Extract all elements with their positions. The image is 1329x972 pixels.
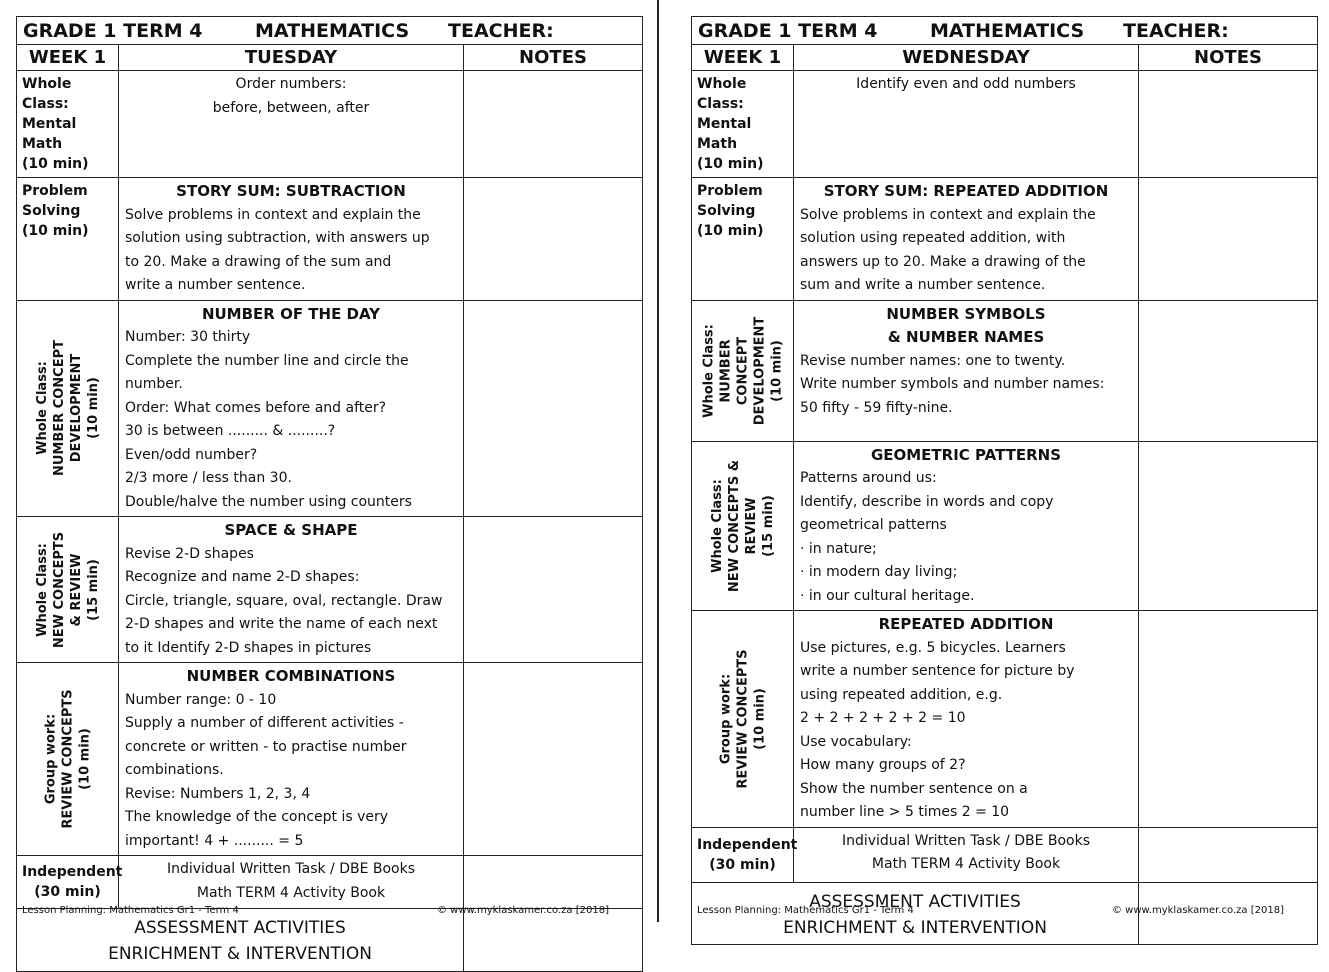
notes-cell[interactable] — [464, 663, 643, 856]
activity-label — [692, 71, 794, 178]
week-header: WEEK 1 — [17, 45, 119, 71]
activity-line: to 20. Make a drawing of the sum and — [125, 253, 392, 270]
activity-line: How many groups of 2? — [800, 757, 966, 773]
activity-label-text — [34, 531, 102, 647]
activity-line: sum and write a number sentence. — [800, 277, 1046, 293]
activity-label-line: NUMBER — [718, 338, 733, 403]
activity-label-text — [34, 340, 102, 476]
notes-cell[interactable] — [464, 856, 643, 909]
activity-row — [692, 178, 1318, 301]
activity-label — [17, 300, 119, 517]
activity-label-line: Mental Math — [697, 116, 752, 152]
activity-row — [17, 71, 643, 178]
activity-label-line: (10 min) — [77, 728, 92, 790]
activity-line: answers up to 20. Make a drawing of the — [800, 253, 1086, 270]
teacher-label: TEACHER: — [448, 20, 554, 42]
activity-line: Revise: Numbers 1, 2, 3, 4 — [125, 785, 311, 802]
activity-content — [794, 827, 1139, 882]
activity-label-line: Whole Class: — [701, 323, 716, 418]
activity-line: solution using subtraction, with answers up — [125, 230, 430, 246]
activity-line: Revise 2-D shapes — [125, 545, 254, 562]
activity-line: number. — [125, 376, 183, 392]
activity-label-line: Solving — [697, 203, 756, 219]
activity-line: · in nature; — [800, 540, 877, 557]
activity-label-line: (30 min) — [34, 884, 101, 900]
activity-line: Supply a number of different activities - — [125, 715, 404, 731]
assessment-line: ASSESSMENT ACTIVITIES — [809, 891, 1021, 912]
activity-label-line: REVIEW CONCEPTS — [60, 689, 75, 829]
activity-content — [794, 441, 1139, 611]
activity-line: 2/3 more / less than 30. — [125, 470, 292, 486]
activity-label-line: & REVIEW — [68, 553, 84, 626]
activity-content — [119, 856, 464, 909]
activity-content — [119, 517, 464, 663]
activity-label-line: Whole Class: — [709, 478, 725, 573]
activity-line: · in modern day living; — [800, 564, 958, 580]
activity-line: write a number sentence for picture by — [800, 663, 1075, 679]
activity-label — [692, 827, 798, 882]
activity-line: Number range: 0 - 10 — [125, 691, 277, 708]
activity-label — [17, 71, 119, 178]
activity-label-line: NEW CONCEPTS & — [726, 459, 742, 592]
assessment-row — [17, 909, 643, 972]
activity-line: Number: 30 thirty — [125, 329, 251, 345]
activity-label-text — [42, 689, 93, 828]
activity-line: Order: What comes before and after? — [125, 399, 387, 416]
activity-label-line: Mental Math — [22, 116, 77, 152]
activity-line: Individual Written Task / DBE Books — [166, 861, 416, 877]
activity-line: number line > 5 times 2 = 10 — [800, 804, 1010, 820]
activity-label — [692, 300, 794, 441]
activity-line: Double/halve the number using counters — [125, 493, 412, 510]
week-header: WEEK 1 — [692, 45, 794, 71]
activity-line: Circle, triangle, square, oval, rectangle. Draw — [125, 592, 443, 609]
notes-cell[interactable] — [1139, 827, 1318, 882]
activity-row — [692, 300, 1318, 441]
activity-label-text — [717, 649, 768, 788]
activity-label-line: Problem — [22, 183, 88, 199]
activity-content — [794, 611, 1139, 828]
activity-content — [794, 300, 1139, 441]
footer-right-tuesday: © www.myklaskamer.co.za [2018] — [437, 905, 609, 916]
activity-row — [17, 663, 643, 856]
activity-line: 30 is between ......... & .........? — [125, 423, 336, 439]
activity-line: Use pictures, e.g. 5 bicycles. Learners — [800, 639, 1066, 656]
notes-cell[interactable] — [464, 178, 643, 301]
activity-label-line: REVIEW CONCEPTS — [735, 649, 750, 789]
activity-label-line: (10 min) — [752, 687, 767, 750]
activity-label-text — [709, 460, 777, 592]
activity-title: SPACE & SHAPE — [224, 521, 358, 539]
lesson-plan-table — [691, 16, 1318, 945]
subject-title: MATHEMATICS — [255, 20, 410, 42]
subject-title: MATHEMATICS — [930, 20, 1085, 42]
activity-line: The knowledge of the concept is very — [125, 809, 389, 825]
activity-label-line: Group work: — [43, 713, 58, 805]
notes-header: NOTES — [464, 45, 643, 71]
activity-label-line: (15 min) — [760, 494, 776, 557]
activity-line: 50 fifty - 59 fifty-nine. — [800, 399, 953, 416]
activity-line: Individual Written Task / DBE Books — [841, 832, 1091, 849]
activity-line: Identify even and odd numbers — [856, 76, 1076, 92]
activity-line: Identify, describe in words and copy — [800, 493, 1054, 510]
notes-header: NOTES — [1139, 45, 1318, 71]
activity-row — [17, 517, 643, 663]
activity-label-line: Independent — [22, 864, 123, 880]
activity-line: combinations. — [125, 762, 224, 778]
activity-line: 2-D shapes and write the name of each next — [125, 616, 438, 632]
activity-line: Write number symbols and number names: — [800, 376, 1105, 392]
activity-line: Solve problems in context and explain the — [800, 206, 1096, 223]
activity-title: REPEATED ADDITION — [878, 615, 1054, 633]
activity-label-line: (30 min) — [709, 856, 776, 873]
activity-content — [119, 71, 464, 178]
assessment-line: ASSESSMENT ACTIVITIES — [134, 918, 346, 938]
activity-label-line: DEVELOPMENT — [68, 353, 84, 463]
activity-line: concrete or written - to practise number — [125, 738, 407, 755]
activity-line: · in our cultural heritage. — [800, 587, 975, 604]
activity-title: STORY SUM: REPEATED ADDITION — [823, 182, 1109, 200]
activity-label — [17, 856, 123, 909]
activity-label-line: Whole Class: — [697, 76, 747, 112]
activity-row — [692, 71, 1318, 178]
activity-row — [692, 611, 1318, 828]
activity-line: 2 + 2 + 2 + 2 + 2 = 10 — [800, 710, 966, 726]
lesson-plan-table — [16, 16, 643, 972]
activity-label-line: (10 min) — [22, 223, 89, 239]
activity-label-text — [700, 316, 785, 425]
title-bar — [692, 17, 1318, 45]
notes-cell[interactable] — [1139, 300, 1318, 441]
activity-label-line: Whole Class: — [34, 542, 50, 637]
activity-content — [794, 178, 1139, 301]
activity-row — [692, 827, 1318, 882]
activity-content — [794, 71, 1139, 178]
activity-label-line: (10 min) — [697, 156, 764, 172]
activity-row — [17, 300, 643, 517]
activity-line: Math TERM 4 Activity Book — [871, 856, 1061, 872]
activity-line: Solve problems in context and explain the — [125, 206, 421, 223]
activity-label-line: (10 min) — [22, 156, 89, 172]
notes-cell[interactable] — [464, 517, 643, 663]
activity-label-line: (15 min) — [85, 558, 101, 621]
activity-label — [17, 178, 119, 301]
footer-left-tuesday: Lesson Planning: Mathematics Gr1 - Term 4 — [22, 905, 239, 916]
activity-label-line: Independent — [697, 836, 798, 853]
activity-row — [692, 441, 1318, 611]
page-divider — [657, 0, 659, 922]
activity-line: write a number sentence. — [125, 277, 306, 293]
activity-label — [17, 517, 119, 663]
notes-cell[interactable] — [1139, 441, 1318, 611]
assessment-notes-cell[interactable] — [464, 909, 643, 972]
activity-line: Recognize and name 2-D shapes: — [125, 569, 360, 585]
activity-label-line: DEVELOPMENT — [752, 316, 767, 425]
activity-label-line: Whole Class: — [34, 361, 50, 456]
day-header: WEDNESDAY — [794, 45, 1139, 71]
notes-cell[interactable] — [1139, 71, 1318, 178]
activity-title: NUMBER COMBINATIONS — [186, 667, 396, 685]
activity-label-line: Whole Class: — [22, 76, 72, 112]
activity-line: Order numbers: — [235, 76, 347, 92]
lesson-plan-page-tuesday — [16, 16, 642, 972]
activity-line: to it Identify 2-D shapes in pictures — [125, 639, 372, 656]
activity-label-line: NUMBER CONCEPT — [51, 340, 67, 477]
activity-row — [17, 178, 643, 301]
activity-title: STORY SUM: SUBTRACTION — [176, 182, 406, 200]
activity-label-line: REVIEW — [743, 497, 759, 555]
activity-label-line: (10 min) — [769, 339, 784, 402]
activity-line: Math TERM 4 Activity Book — [196, 884, 386, 901]
footer-left-wednesday: Lesson Planning: Mathematics Gr1 - Term 4 — [697, 905, 914, 916]
activity-label — [692, 441, 794, 611]
activity-label — [692, 611, 794, 828]
day-header: TUESDAY — [119, 45, 464, 71]
assessment-line: ENRICHMENT & INTERVENTION — [108, 944, 372, 964]
footer-right-wednesday: © www.myklaskamer.co.za [2018] — [1112, 905, 1284, 916]
activity-line: Even/odd number? — [125, 446, 258, 463]
activity-label-line: Solving — [22, 203, 81, 219]
notes-cell[interactable] — [1139, 611, 1318, 828]
grade-term-title: GRADE 1 TERM 4 — [698, 20, 878, 42]
lesson-plan-page-wednesday — [691, 16, 1317, 945]
notes-cell[interactable] — [1139, 178, 1318, 301]
teacher-label: TEACHER: — [1123, 20, 1229, 42]
activity-title: NUMBER SYMBOLS — [886, 304, 1046, 323]
activity-line: geometrical patterns — [800, 517, 947, 533]
activity-title: NUMBER OF THE DAY — [201, 304, 381, 323]
activity-label-line: (10 min) — [697, 223, 764, 239]
activity-content — [119, 663, 464, 856]
activity-line: Show the number sentence on a — [800, 780, 1028, 797]
activity-title: & NUMBER NAMES — [887, 328, 1045, 346]
assessment-cell — [17, 909, 464, 972]
activity-line: Use vocabulary: — [800, 733, 912, 750]
activity-label-line: (10 min) — [85, 377, 101, 440]
notes-cell[interactable] — [464, 300, 643, 517]
activity-label-line: Group work: — [718, 673, 733, 764]
activity-label-line: Problem — [697, 183, 763, 199]
activity-label — [17, 663, 119, 856]
activity-line: Revise number names: one to twenty. — [800, 352, 1066, 369]
activity-line: solution using repeated addition, with — [800, 230, 1066, 246]
activity-line: Complete the number line and circle the — [125, 352, 409, 369]
title-bar — [17, 17, 643, 45]
notes-cell[interactable] — [464, 71, 643, 178]
activity-label-line: CONCEPT — [735, 336, 750, 405]
grade-term-title: GRADE 1 TERM 4 — [23, 20, 203, 42]
activity-line: important! 4 + ......... = 5 — [125, 832, 304, 849]
activity-content — [119, 300, 464, 517]
activity-line: using repeated addition, e.g. — [800, 686, 1003, 703]
assessment-line: ENRICHMENT & INTERVENTION — [783, 917, 1047, 938]
activity-title: GEOMETRIC PATTERNS — [870, 445, 1062, 464]
activity-line: Patterns around us: — [800, 470, 937, 486]
activity-line: before, between, after — [212, 99, 370, 116]
activity-content — [119, 178, 464, 301]
activity-label — [692, 178, 794, 301]
activity-label-line: NEW CONCEPTS — [51, 531, 67, 648]
activity-row — [17, 856, 643, 909]
